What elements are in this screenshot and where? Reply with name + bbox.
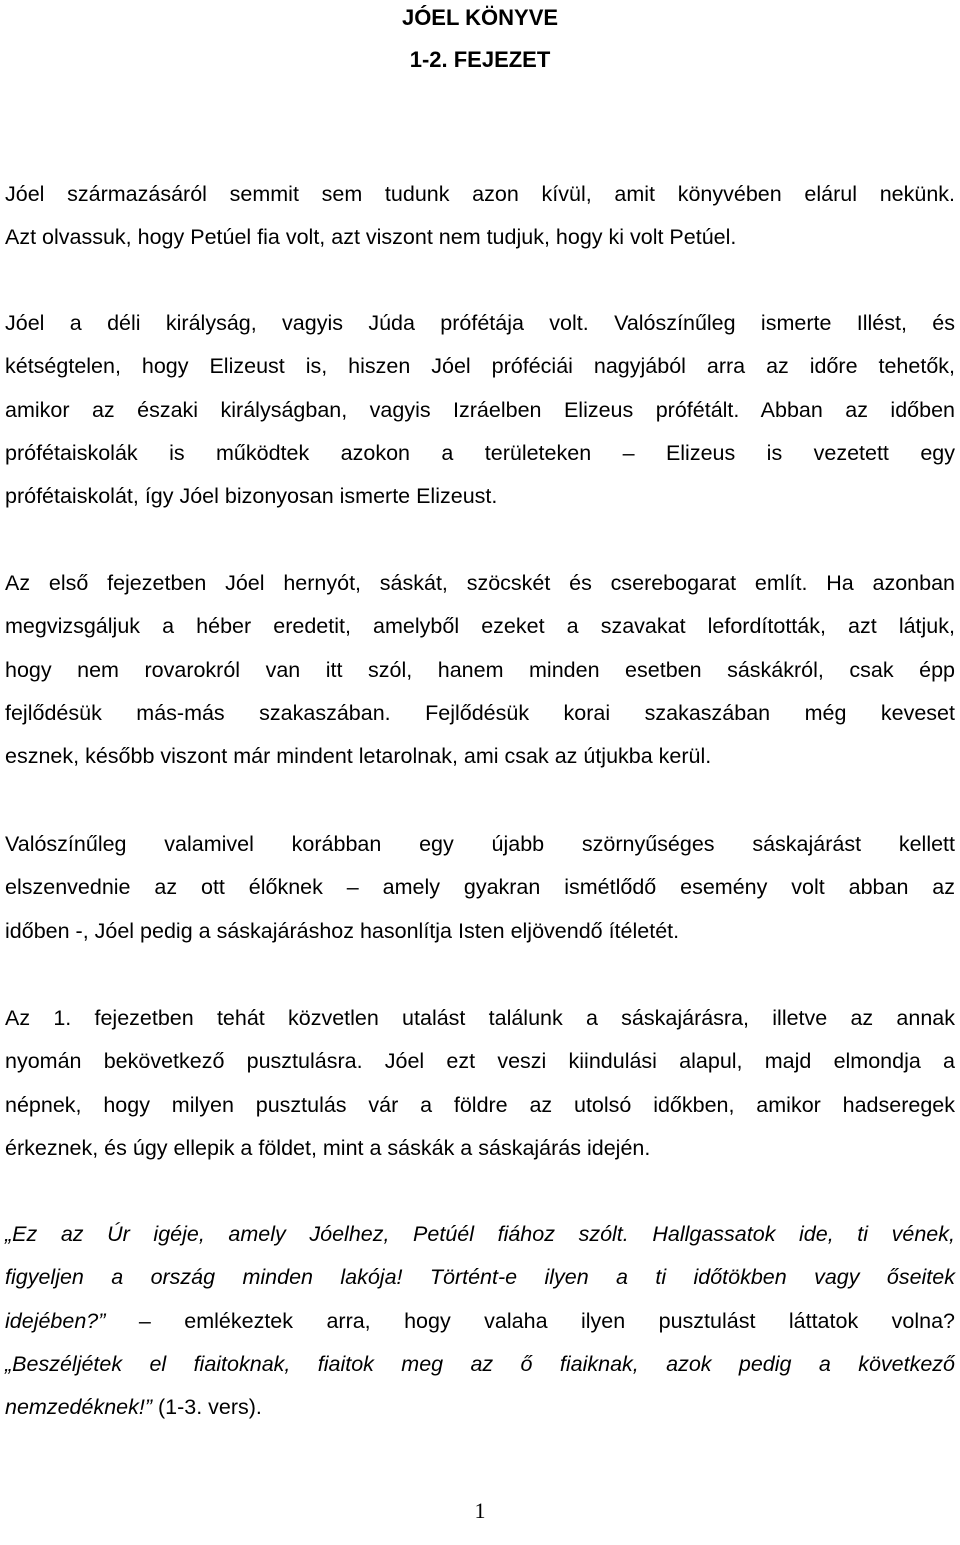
quote-fragment: idejében?” <box>5 1308 106 1333</box>
chapter-title: 1-2. FEJEZET <box>409 47 551 72</box>
text-line: kétségtelen, hogy Elizeust is, hiszen Jóel próféciái nagyjából arra az időre tehetők, <box>5 354 955 379</box>
quote-line: figyeljen a ország minden lakója! Történt-e ilyen a ti időtökben vagy őseitek <box>5 1265 955 1290</box>
quote-line-mixed <box>5 1300 955 1343</box>
paragraph-origin <box>5 173 955 260</box>
quote-line: „Ez az Úr igéje, amely Jóelhez, Petúél fiához szólt. Hallgassatok ide, ti vének, <box>5 1222 955 1246</box>
text-line: elszenvednie az ott élőknek – amely gyakran ismétlődő esemény volt abban az <box>5 875 955 900</box>
text-line: nyomán bekövetkező pusztulásra. Jóel ezt veszi kiindulási alapul, majd elmondja a <box>5 1049 955 1074</box>
text-line: Az első fejezetben Jóel hernyót, sáskát, szöcskét és cserebogarat említ. Ha azonban <box>5 571 955 595</box>
text-line: időben -, Jóel pedig a sáskajáráshoz hasonlítja Isten eljövendő ítéletét. <box>5 918 680 943</box>
text-line: prófétaiskolák is működtek azokon a területeken – Elizeus is vezetett egy <box>5 440 955 465</box>
text-line: fejlődésük más-más szakaszában. Fejlődésük korai szakaszában még keveset <box>5 700 955 725</box>
text-line: prófétaiskolát, így Jóel bizonyosan ismerte Elizeust. <box>5 484 498 509</box>
text-line: amikor az északi királyságban, vagyis Izráelben Elizeus prófétált. Abban az időben <box>5 397 955 422</box>
paragraph-prophet <box>5 302 955 518</box>
text-line: Jóel származásáról semmit sem tudunk azon kívül, amit könyvében elárul nekünk. <box>5 182 955 206</box>
quote-fragment: nemzedéknek!” <box>5 1395 152 1420</box>
verse-reference: (1-3. vers). <box>152 1395 262 1420</box>
text-line: Az 1. fejezetben tehát közvetlen utalást találunk a sáskajárásra, illetve az annak <box>5 1006 955 1030</box>
narration-fragment: – emlékeztek arra, hogy valaha ilyen pusztulást láttatok volna? <box>105 1308 955 1333</box>
text-line: Jóel a déli királyság, vagyis Júda prófétája volt. Valószínűleg ismerte Illést, és <box>5 311 955 335</box>
text-line: Valószínűleg valamivel korábban egy újabb szörnyűséges sáskajárást kellett <box>5 832 955 856</box>
paragraph-locusts <box>5 562 955 778</box>
paragraph-plague <box>5 823 955 953</box>
paragraph-chapter-one <box>5 997 955 1170</box>
page-number: 1 <box>474 1498 486 1523</box>
quote-line-mixed <box>5 1386 955 1429</box>
text-line: megvizsgáljuk a héber eredetit, amelyből ezeket a szavakat lefordították, azt látjuk, <box>5 614 955 639</box>
text-line: népnek, hogy milyen pusztulás vár a földre az utolsó időkben, amikor hadseregek <box>5 1092 955 1117</box>
text-line: érkeznek, és úgy ellepik a földet, mint a sáskák a sáskajárás idején. <box>5 1135 651 1160</box>
text-line: esznek, később viszont már mindent letarolnak, ami csak az útjukba kerül. <box>5 744 712 769</box>
text-line: hogy nem rovarokról van itt szól, hanem minden esetben sáskákról, csak épp <box>5 657 955 682</box>
quote-line: „Beszéljétek el fiaitoknak, fiaitok meg az ő fiaiknak, azok pedig a következő <box>5 1351 955 1376</box>
text-line: Azt olvassuk, hogy Petúel fia volt, azt viszont nem tudjuk, hogy ki volt Petúel. <box>5 225 737 250</box>
book-title: JÓEL KÖNYVE <box>401 5 559 30</box>
paragraph-quote <box>5 1213 955 1429</box>
